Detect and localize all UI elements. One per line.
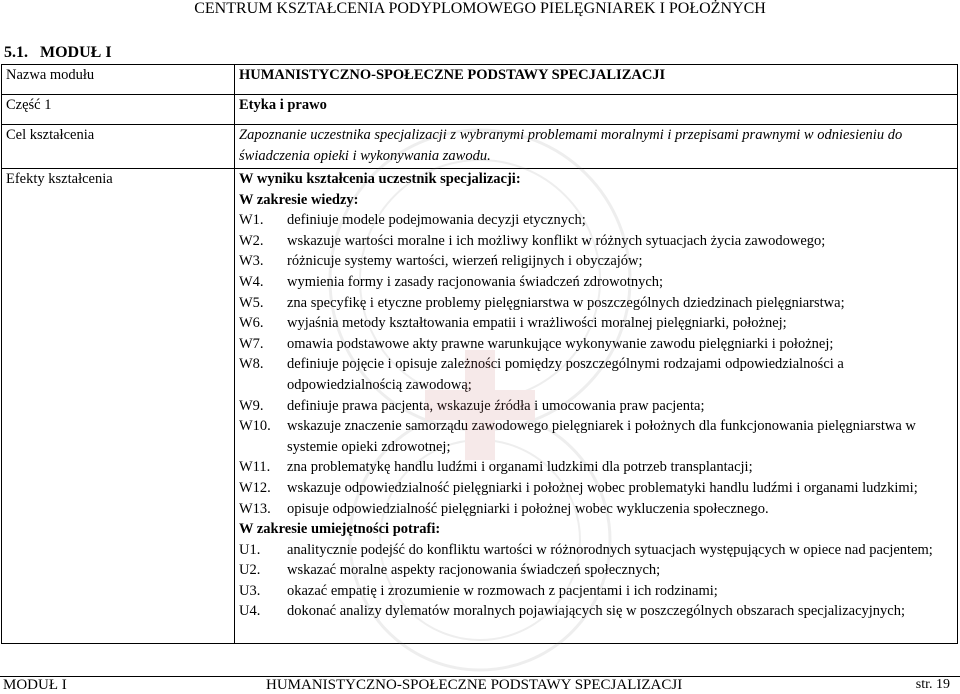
outcome-item [239,601,953,622]
label-goal: Cel kształcenia [2,125,235,169]
outcome-item [239,396,953,417]
value-module-name: HUMANISTYCZNO-SPOŁECZNE PODSTAWY SPECJALIZACJI [235,65,958,95]
value-goal: Zapoznanie uczestnika specjalizacji z wybranymi problemami moralnymi i przepisami prawnymi w odniesieniu do świadczenia opieki i wykonywania zawodu. [235,125,958,169]
label-outcomes: Efekty kształcenia [2,169,235,644]
row-module-name [2,65,958,95]
outcome-text: zna specyfikę i etyczne problemy pielęgniarstwa w poszczególnych dziedzinach pielęgniarstwa; [287,294,845,311]
outcome-item [239,313,953,334]
outcome-item [239,272,953,293]
outcome-item [239,478,953,499]
outcome-text: definiuje prawa pacjenta, wskazuje źródła i umocowania praw pacjenta; [287,397,705,414]
outcome-code: U2. [239,562,261,579]
outcome-code: W2. [239,232,264,249]
outcome-item [239,354,953,395]
footer-module-title: HUMANISTYCZNO-SPOŁECZNE PODSTAWY SPECJALIZACJI [266,677,683,693]
knowledge-list [239,210,953,519]
knowledge-heading: W zakresie wiedzy: [239,191,359,208]
outcome-code: W5. [239,294,264,311]
outcome-item [239,293,953,314]
footer-page-number: str. 19 [915,677,950,692]
outcome-item [239,334,953,355]
outcome-text: wyjaśnia metody kształtowania empatii i wrażliwości moralnej pielęgniarki, położnej; [287,315,787,332]
outcome-text: omawia podstawowe akty prawne warunkujące wykonywanie zawodu pielęgniarki i położnej; [287,335,834,352]
outcomes-intro: W wyniku kształcenia uczestnik specjalizacji: [239,171,521,187]
outcome-item [239,581,953,602]
outcome-code: U4. [239,603,261,620]
outcome-text: wskazuje wartości moralne i ich możliwy konflikt w różnych sytuacjach życia zawodowego; [287,232,826,249]
value-outcomes [235,169,958,644]
page-header-title: CENTRUM KSZTAŁCENIA PODYPLOMOWEGO PIELĘGNIAREK I POŁOŻNYCH [194,0,766,17]
outcome-code: W12. [239,479,271,496]
outcome-text: okazać empatię i zrozumienie w rozmowach z pacjentami i ich rodzinami; [287,582,718,599]
module-table [1,64,958,644]
row-part [2,95,958,125]
label-part: Część 1 [2,95,235,125]
outcome-text: wskazać moralne aspekty racjonowania świadczeń społecznych; [287,562,661,579]
outcome-text: zna problematykę handlu ludźmi i organami ludzkimi dla potrzeb transplantacji; [287,459,753,476]
outcome-code: W7. [239,335,264,352]
outcome-item [239,560,953,581]
outcome-text: definiuje pojęcie i opisuje zależności pomiędzy poszczególnymi rodzajami odpowiedzialności a odpowiedzialnością zawodową; [287,356,844,393]
outcome-item [239,540,953,561]
outcome-text: wymienia formy i zasady racjonowania świadczeń zdrowotnych; [287,273,664,290]
outcome-item [239,499,953,520]
outcome-text: analitycznie podejść do konfliktu wartości w różnorodnych sytuacjach występujących w opiece nad pacjentem; [287,541,933,558]
row-outcomes [2,169,958,644]
value-part: Etyka i prawo [235,95,958,125]
outcome-code: U3. [239,582,261,599]
outcome-code: W4. [239,273,264,290]
outcome-text: opisuje odpowiedzialność pielęgniarki i położnej wobec wykluczenia społecznego. [287,500,769,517]
outcome-code: W13. [239,500,271,517]
outcome-code: W11. [239,459,271,476]
label-module-name: Nazwa modułu [2,65,235,95]
outcome-code: W10. [239,418,271,435]
outcome-code: W9. [239,397,264,414]
section-heading: 5.1. MODUŁ I [4,44,112,61]
outcome-code: W6. [239,315,264,332]
outcome-text: dokonać analizy dylematów moralnych pojawiających się w poszczególnych obszarach specjalizacyjnych; [287,603,906,620]
skills-list [239,540,953,622]
row-goal [2,125,958,169]
outcome-text: definiuje modele podejmowania decyzji etycznych; [287,212,586,229]
page-footer [0,676,960,693]
outcome-item [239,457,953,478]
outcome-text: wskazuje znaczenie samorządu zawodowego pielęgniarek i położnych dla funkcjonowania pielęgniarstwa w systemie opieki zdrowotnej; [287,418,916,455]
outcome-code: U1. [239,541,261,558]
outcome-text: różnicuje systemy wartości, wierzeń religijnych i obyczajów; [287,253,643,270]
outcome-code: W8. [239,356,264,373]
footer-module: MODUŁ I [3,677,67,693]
skills-heading: W zakresie umiejętności potrafi: [239,521,441,538]
outcome-text: wskazuje odpowiedzialność pielęgniarki i położnej wobec problematyki handlu ludźmi i organami ludzkimi; [287,479,918,496]
outcome-item [239,251,953,272]
outcome-item [239,231,953,252]
outcome-code: W1. [239,212,264,229]
outcome-item [239,210,953,231]
outcome-item [239,416,953,457]
outcome-code: W3. [239,253,264,270]
